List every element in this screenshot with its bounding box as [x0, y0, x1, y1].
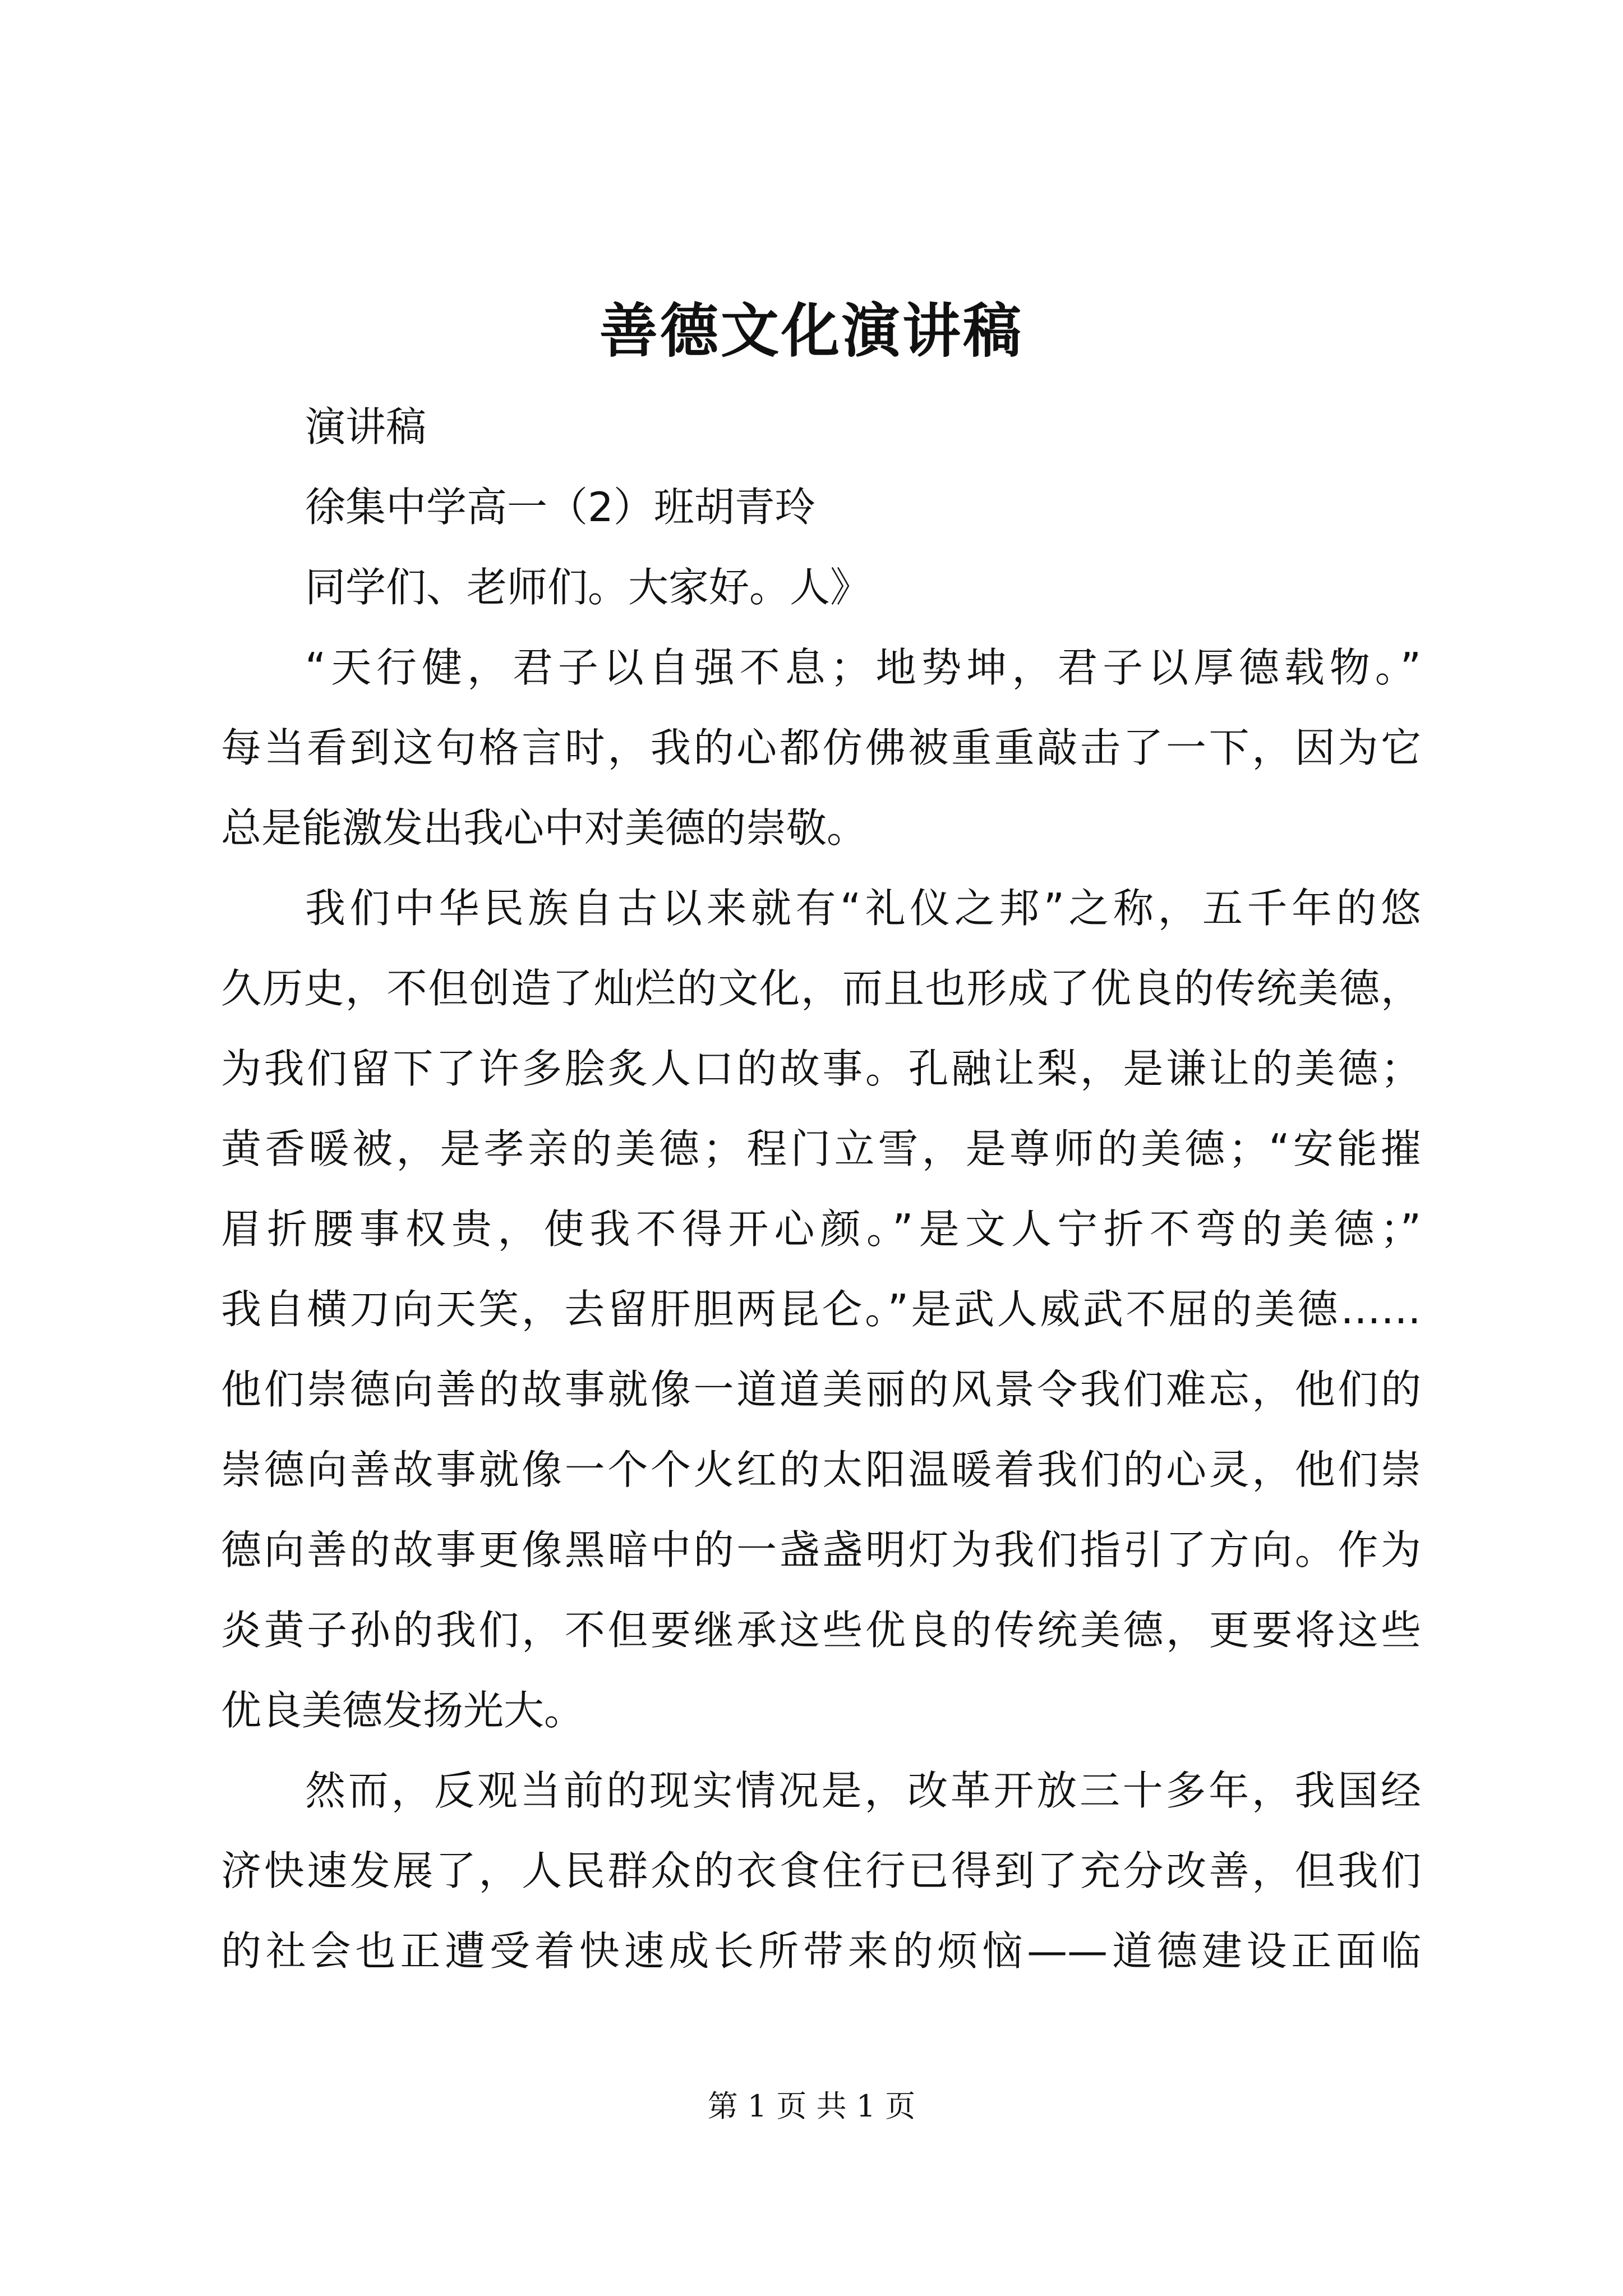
text-line: 我们中华民族自古以来就有“礼仪之邦”之称，五千年的悠	[305, 885, 1421, 932]
text-line: 为我们留下了许多脍炙人口的故事。孔融让梨，是谦让的美德；	[221, 1045, 1421, 1092]
text-line: 然而，反观当前的现实情况是，改革开放三十多年，我国经	[305, 1767, 1421, 1814]
text-line: 久历史，不但创造了灿烂的文化，而且也形成了优良的传统美德，	[221, 965, 1421, 1012]
text-line: 他们崇德向善的故事就像一道道美丽的风景令我们难忘，他们的	[221, 1366, 1421, 1413]
text-line: 徐集中学高一（2）班胡青玲	[305, 484, 815, 531]
text-line: 济快速发展了，人民群众的衣食住行已得到了充分改善，但我们	[221, 1847, 1421, 1894]
text-line: “天行健，君子以自强不息；地势坤，君子以厚德载物。”	[305, 644, 1421, 691]
text-line: 炎黄子孙的我们，不但要继承这些优良的传统美德，更要将这些	[221, 1607, 1421, 1654]
text-line: 同学们、老师们。大家好。人》	[305, 564, 871, 611]
text-line: 的社会也正遭受着快速成长所带来的烦恼——道德建设正面临	[221, 1927, 1421, 1975]
text-line: 崇德向善故事就像一个个火红的太阳温暖着我们的心灵，他们崇	[221, 1446, 1421, 1493]
text-line: 演讲稿	[305, 403, 427, 450]
document-title: 善德文化演讲稿	[599, 296, 1023, 365]
page-number-footer: 第 1 页 共 1 页	[707, 2088, 916, 2124]
text-line: 优良美德发扬光大。	[221, 1687, 585, 1734]
text-line: 黄香暖被，是孝亲的美德；程门立雪，是尊师的美德；“安能摧	[221, 1125, 1421, 1172]
text-line: 德向善的故事更像黑暗中的一盏盏明灯为我们指引了方向。作为	[221, 1526, 1421, 1573]
document-body	[221, 387, 1421, 1991]
text-line: 总是能激发出我心中对美德的崇敬。	[221, 804, 868, 852]
text-line: 我自横刀向天笑，去留肝胆两昆仑。”是武人威武不屈的美德……	[221, 1286, 1421, 1333]
text-line: 每当看到这句格言时，我的心都仿佛被重重敲击了一下，因为它	[221, 724, 1421, 771]
text-line: 眉折腰事权贵，使我不得开心颜。”是文人宁折不弯的美德；”	[221, 1205, 1421, 1253]
